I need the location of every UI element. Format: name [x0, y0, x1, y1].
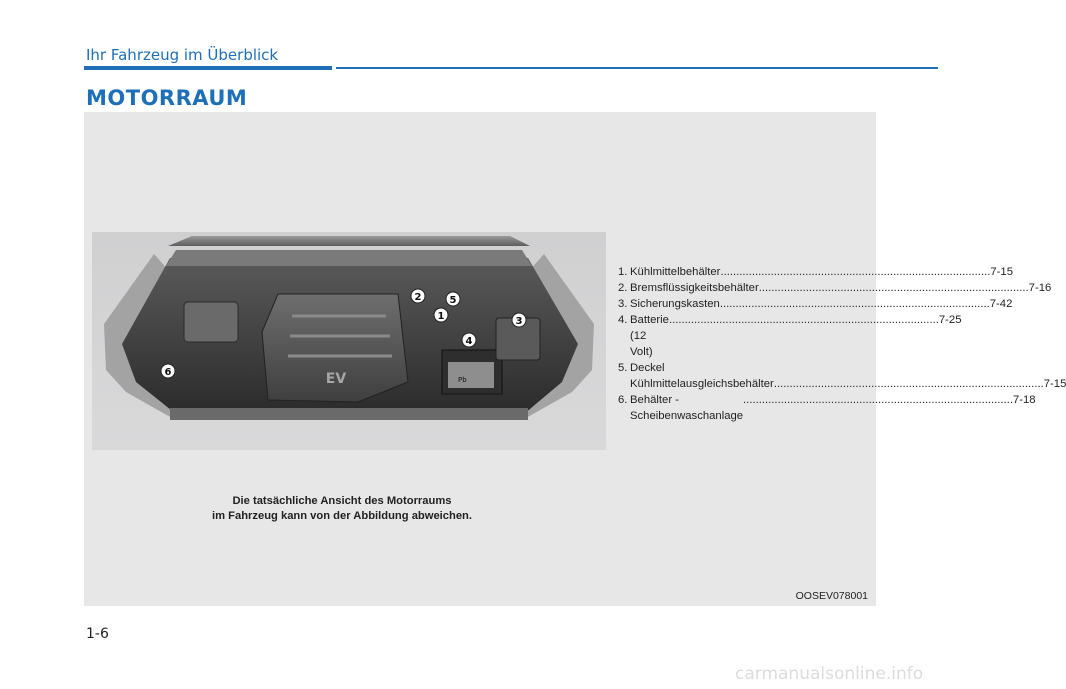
- svg-text:6: 6: [164, 367, 172, 378]
- legend-label-line1: Deckel: [630, 362, 665, 374]
- legend-label: Sicherungskasten: [630, 298, 720, 310]
- legend-number: 4.: [618, 314, 628, 326]
- legend-page: 7-16: [1028, 282, 1052, 294]
- callout-2: [411, 289, 425, 303]
- legend-item: [618, 312, 962, 360]
- svg-text:3: 3: [515, 316, 523, 327]
- figure-code: OOSEV078001: [795, 590, 868, 602]
- legend-item: [618, 280, 1052, 296]
- legend-number: 1.: [618, 266, 628, 278]
- legend-label: Kühlmittelbehälter: [630, 266, 721, 278]
- legend-label: Behälter - Scheibenwaschanlage: [630, 394, 744, 422]
- watermark: carmanualsonline.info: [735, 664, 924, 684]
- legend-number: 3.: [618, 298, 628, 310]
- callout-1: [434, 308, 448, 322]
- page-number: 1-6: [86, 626, 109, 642]
- figure-panel: [84, 112, 1066, 606]
- legend-page: 7-15: [1043, 378, 1066, 390]
- battery-label: [448, 362, 494, 388]
- header-rule-thick: [84, 66, 332, 70]
- legend-item: [618, 360, 1066, 392]
- svg-text:4: 4: [465, 336, 473, 347]
- page-title: MOTORRAUM: [86, 86, 248, 110]
- legend-label: Kühlmittelausgleichsbehälter: [630, 378, 774, 390]
- figure-caption: [174, 494, 510, 524]
- component-legend: [618, 264, 1066, 424]
- header-rule-thin: [336, 67, 938, 69]
- legend-number: 5.: [618, 362, 628, 374]
- legend-page: 7-15: [990, 266, 1013, 278]
- left-airbox: [184, 302, 238, 342]
- legend-page: 7-18: [1012, 394, 1036, 406]
- caption-line-1: Die tatsächliche Ansicht des Motorraums: [232, 495, 452, 507]
- section-header: Ihr Fahrzeug im Überblick: [86, 46, 279, 64]
- callout-5: [446, 292, 460, 306]
- legend-label: Bremsflüssigkeitsbehälter: [630, 282, 759, 294]
- cowl-panel: [166, 250, 532, 266]
- svg-text:1: 1: [437, 311, 445, 322]
- callout-4: [462, 333, 476, 347]
- hood-underside: [168, 236, 530, 246]
- callout-3: [512, 313, 526, 327]
- legend-item: [618, 392, 1036, 424]
- legend-item: [618, 296, 1013, 312]
- engine-bay-illustration: [92, 232, 606, 450]
- radiator-support: [170, 408, 528, 420]
- legend-number: 2.: [618, 282, 628, 294]
- cover-ev-text: EV: [325, 371, 347, 387]
- legend-label: Batterie (12 Volt): [630, 314, 669, 358]
- legend-page: 7-42: [989, 298, 1013, 310]
- legend-page: 7-25: [938, 314, 962, 326]
- caption-line-2: im Fahrzeug kann von der Abbildung abweichen.: [211, 510, 473, 522]
- svg-text:2: 2: [414, 292, 422, 303]
- legend-number: 6.: [618, 394, 628, 406]
- legend-item: [618, 264, 1013, 280]
- svg-text:5: 5: [449, 295, 457, 306]
- callout-6: [161, 364, 175, 378]
- battery-pb-text: Pb: [458, 376, 467, 384]
